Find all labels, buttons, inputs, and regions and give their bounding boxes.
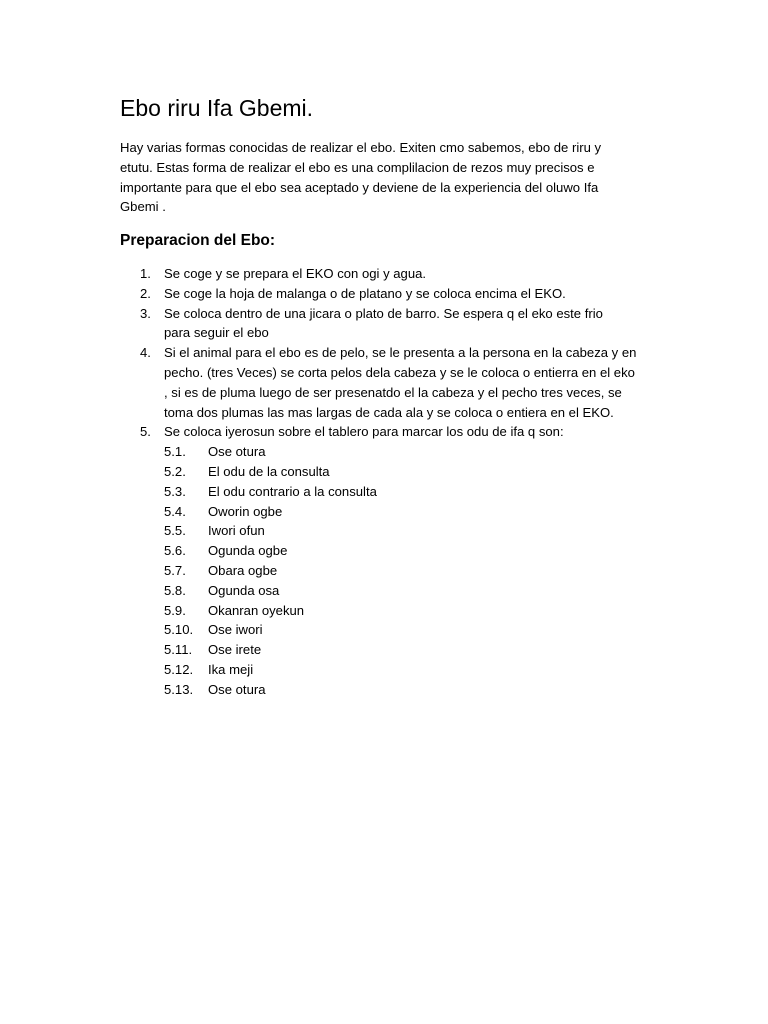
list-item	[120, 422, 660, 699]
sublist-item-number: 5.9.	[164, 602, 186, 618]
sublist-item-text: Oworin ogbe	[208, 503, 283, 519]
sublist-item	[164, 462, 660, 482]
list-item	[120, 264, 660, 284]
sublist-item	[164, 442, 660, 462]
list-item	[120, 343, 660, 422]
sublist-item	[164, 620, 660, 640]
list-item-text: para seguir el ebo	[164, 325, 269, 341]
sublist-item-number: 5.2.	[164, 463, 186, 479]
sublist-item	[164, 640, 660, 660]
intro-line: Gbemi .	[120, 199, 166, 215]
sublist-item-number: 5.1.	[164, 444, 186, 460]
sublist-item-number: 5.12.	[164, 661, 194, 677]
sublist-item-text: Ose iwori	[208, 622, 263, 638]
sublist-item-text: Ose otura	[208, 681, 266, 697]
list-item	[120, 304, 660, 344]
list-item-number: 3.	[140, 305, 151, 321]
intro-paragraph	[120, 138, 635, 217]
sublist-item	[164, 502, 660, 522]
sublist-item	[164, 581, 660, 601]
sublist-item-text: Iwori ofun	[208, 523, 265, 539]
sublist-item	[164, 521, 660, 541]
sublist-item-number: 5.8.	[164, 582, 186, 598]
list-item-text: pecho. (tres Veces) se corta pelos dela cabeza y se le coloca o entierra en el eko	[164, 364, 635, 380]
sublist-item-text: Okanran oyekun	[208, 602, 305, 618]
sublist-item	[164, 660, 660, 680]
list-item-text: Se coloca dentro de una jicara o plato de barro. Se espera q el eko este frio	[164, 305, 603, 321]
sublist-item-number: 5.7.	[164, 562, 186, 578]
list-item-text: Se coloca iyerosun sobre el tablero para marcar los odu de ifa q son:	[164, 424, 564, 440]
sublist-item-text: Ogunda ogbe	[208, 543, 288, 559]
sublist-item-text: El odu contrario a la consulta	[208, 483, 377, 499]
list-item-number: 1.	[140, 266, 151, 281]
list-item-number: 4.	[140, 345, 151, 361]
sublist-item-number: 5.4.	[164, 503, 186, 519]
list-item-text: , si es de pluma luego de ser presenatdo el la cabeza y el pecho tres veces, se	[164, 384, 622, 400]
list-item-text: toma dos plumas las mas largas de cada ala y se coloca o entiera en el EKO.	[164, 404, 614, 420]
sublist-item-number: 5.5.	[164, 523, 186, 539]
sublist-item	[164, 541, 660, 561]
list-item-number: 2.	[140, 285, 151, 301]
sublist-item-number: 5.6.	[164, 543, 186, 559]
sublist-item-text: Ogunda osa	[208, 582, 280, 598]
sublist-item-number: 5.3.	[164, 483, 186, 499]
sublist-item-text: Ika meji	[208, 661, 254, 677]
section-title: Preparacion del Ebo:	[120, 232, 276, 249]
sublist-item	[164, 680, 660, 700]
sublist-item	[164, 482, 660, 502]
list-item-text: Si el animal para el ebo es de pelo, se le presenta a la persona en la cabeza y en	[164, 345, 637, 361]
intro-line: etutu. Estas forma de realizar el ebo es una complilacion de rezos muy precisos e	[120, 159, 595, 175]
list-item-number: 5.	[140, 424, 151, 440]
substeps-list	[164, 442, 660, 699]
list-item-text: Se coge la hoja de malanga o de platano y se coloca encima el EKO.	[164, 285, 566, 301]
sublist-item	[164, 601, 660, 621]
list-item-text: Se coge y se prepara el EKO con ogi y agua.	[164, 266, 427, 281]
sublist-item-text: Obara ogbe	[208, 562, 278, 578]
sublist-item-text: Ose otura	[208, 444, 266, 460]
sublist-item-text: El odu de la consulta	[208, 463, 330, 479]
steps-list	[120, 264, 660, 700]
sublist-item	[164, 561, 660, 581]
intro-line: Hay varias formas conocidas de realizar el ebo. Exiten cmo sabemos, ebo de riru y	[120, 140, 602, 155]
sublist-item-number: 5.13.	[164, 681, 194, 697]
sublist-item-number: 5.10.	[164, 622, 194, 638]
document-title: Ebo riru Ifa Gbemi.	[120, 95, 314, 121]
sublist-item-number: 5.11.	[164, 642, 193, 658]
list-item	[120, 284, 660, 304]
sublist-item-text: Ose irete	[208, 642, 262, 658]
intro-line: importante para que el ebo sea aceptado y deviene de la experiencia del oluwo Ifa	[120, 179, 599, 195]
